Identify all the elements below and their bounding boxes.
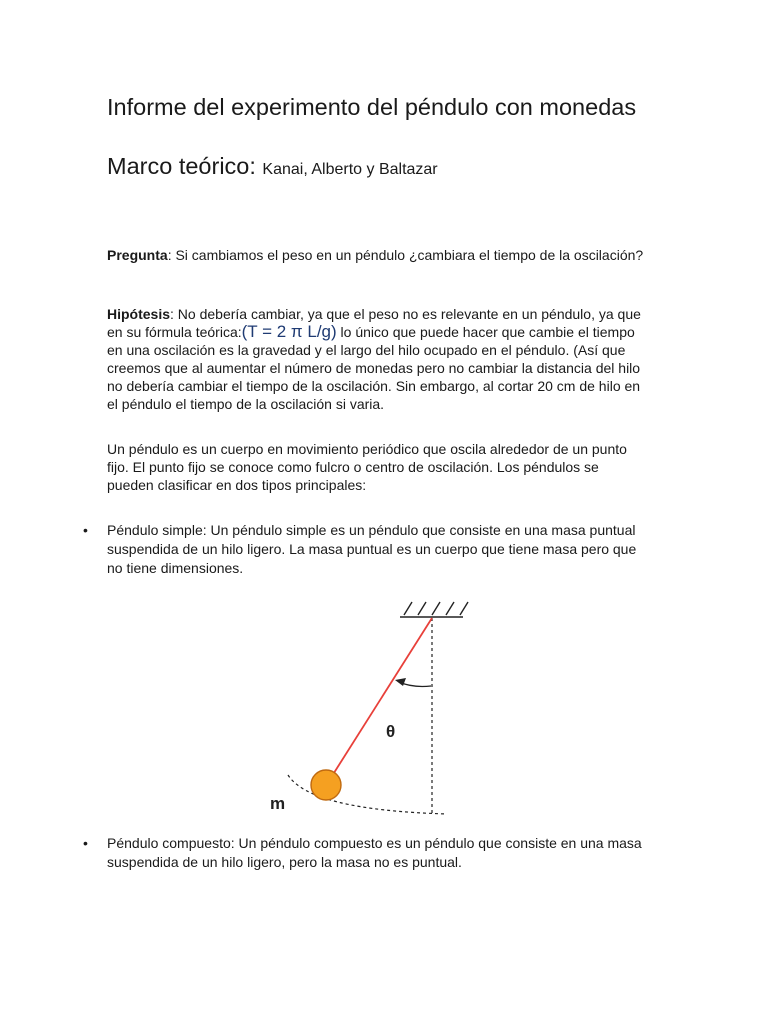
hypothesis-label: Hipótesis bbox=[107, 306, 171, 322]
list-item-text: Péndulo compuesto: Un péndulo compuesto es un péndulo que consiste en una masa suspendida de un hilo ligero, pero la masa no es puntual. bbox=[107, 835, 642, 870]
authors: Kanai, Alberto y Baltazar bbox=[262, 161, 438, 178]
angle-label: θ bbox=[386, 722, 396, 741]
list-item-text: Péndulo simple: Un péndulo simple es un péndulo que consiste en una masa puntual suspendida de un hilo ligero. La masa puntual es un cuerpo que tiene masa pero que no tiene dimensiones. bbox=[107, 522, 637, 576]
document-title: Informe del experimento del péndulo con monedas bbox=[107, 94, 637, 120]
section-heading-label: Marco teórico: bbox=[107, 153, 263, 179]
list-item-simple-pendulum bbox=[83, 521, 643, 578]
hypothesis-paragraph bbox=[107, 305, 647, 413]
bullet-marker: • bbox=[83, 835, 88, 851]
question-paragraph bbox=[107, 246, 647, 264]
hypothesis-text-after: lo único que puede hacer que cambie el tiempo en una oscilación es la gravedad y el largo del hilo ocupado en el péndulo. (Así que creemos que al aumentar el número de monedas pero no cambiar la distancia del hilo no debería cambiar el tiempo de la oscilación. Sin embargo, al cortar 20 cm de hilo en el péndulo el tiempo de la oscilación si varia. bbox=[107, 324, 641, 412]
mass-label: m bbox=[270, 794, 286, 813]
section-heading bbox=[107, 151, 707, 185]
ceiling-hatch bbox=[404, 602, 468, 615]
question-label: Pregunta bbox=[107, 247, 168, 263]
pendulum-string bbox=[332, 618, 432, 776]
period-formula: (T = 2 π L/g) bbox=[241, 322, 337, 341]
intro-paragraph: Un péndulo es un cuerpo en movimiento periódico que oscila alrededor de un punto fijo. El punto fijo se conoce como fulcro o centro de oscilación. Los péndulos se pueden clasificar en dos tipos principales: bbox=[107, 441, 627, 493]
list-item-compound-pendulum bbox=[83, 834, 643, 872]
hypothesis-text-before: : No debería cambiar, ya que el peso no es relevante en un péndulo, ya que en su fórmula teórica: bbox=[107, 306, 641, 340]
question-text: : Si cambiamos el peso en un péndulo ¿cambiara el tiempo de la oscilación? bbox=[167, 247, 644, 263]
angle-arrowhead bbox=[395, 678, 406, 686]
pendulum-diagram bbox=[255, 590, 495, 825]
pendulum-bob bbox=[311, 770, 341, 800]
bullet-marker: • bbox=[83, 522, 88, 538]
